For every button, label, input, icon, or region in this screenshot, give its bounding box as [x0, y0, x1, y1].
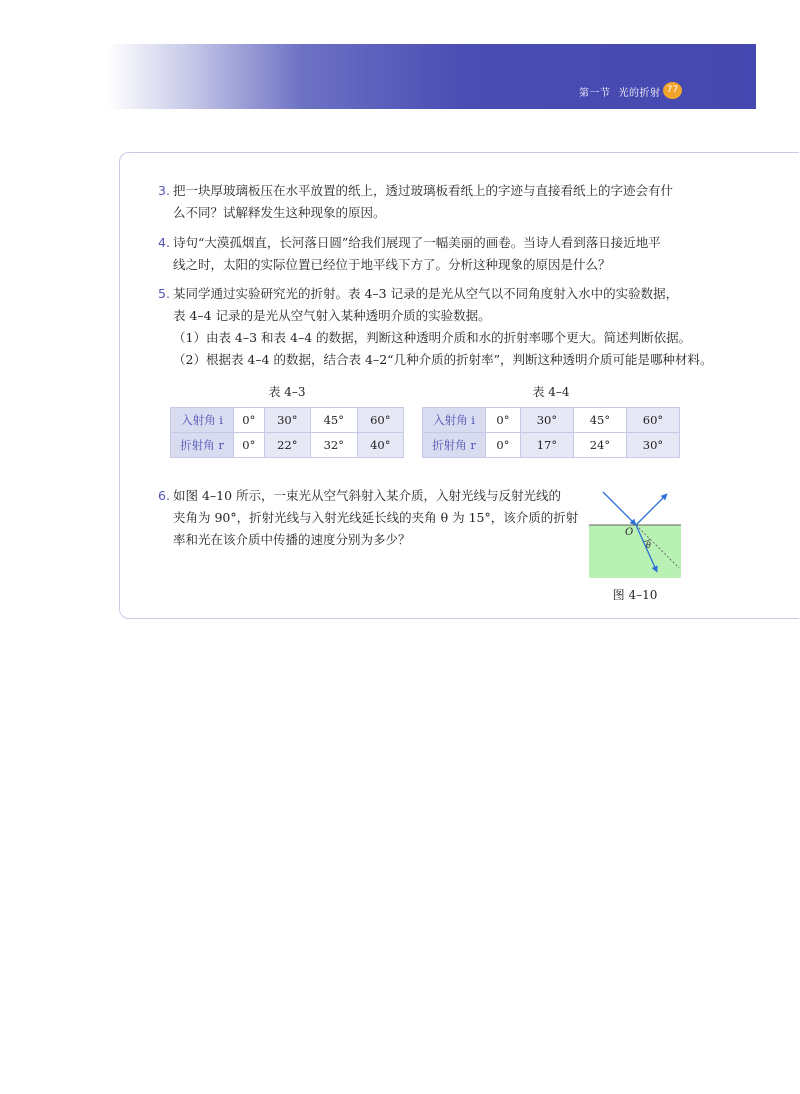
row-header: 入射角 i	[171, 408, 234, 433]
table-cell: 60°	[357, 408, 403, 433]
table-cell: 17°	[520, 433, 573, 458]
theta-label: θ	[646, 541, 651, 550]
question-3	[159, 180, 689, 224]
section-label: 第一节	[579, 88, 611, 99]
table-cell: 24°	[573, 433, 626, 458]
question-number: 3.	[158, 183, 170, 198]
table-cell: 0°	[486, 433, 521, 458]
table-cell: 40°	[357, 433, 403, 458]
question-line: 如图 4–10 所示，一束光从空气斜射入某介质，入射光线与反射光线的	[173, 488, 562, 503]
table-row	[423, 433, 680, 458]
question-subpart: （2）根据表 4–4 的数据，结合表 4–2“几种介质的折射率”，判断这种透明介质可能是哪种材料。	[173, 352, 713, 367]
question-subpart: （1）由表 4–3 和表 4–4 的数据，判断这种透明介质和水的折射率哪个更大。简述判断依据。	[173, 330, 692, 345]
question-line: 某同学通过实验研究光的折射。表 4–3 记录的是光从空气以不同角度射入水中的实验数据，	[173, 286, 679, 301]
question-line: 么不同？试解释发生这种现象的原因。	[173, 205, 386, 220]
question-line: 表 4–4 记录的是光从空气射入某种透明介质的实验数据。	[173, 308, 491, 323]
question-line: 率和光在该介质中传播的速度分别为多少？	[173, 532, 411, 547]
table-cell: 30°	[626, 433, 679, 458]
question-5	[158, 283, 713, 371]
section-title: 光的折射	[618, 88, 661, 99]
table-caption: 表 4–4	[532, 385, 570, 399]
question-line: 把一块厚玻璃板压在水平放置的纸上，透过玻璃板看纸上的字迹与直接看纸上的字迹会有什	[173, 183, 674, 198]
question-line: 诗句“大漠孤烟直，长河落日圆”给我们展现了一幅美丽的画卷。当诗人看到落日接近地平	[173, 235, 661, 250]
table-cell: 30°	[520, 408, 573, 433]
question-line: 夹角为 90°，折射光线与入射光线延长线的夹角 θ 为 15°，该介质的折射	[173, 510, 579, 525]
table-cell: 60°	[626, 408, 679, 433]
table-cell: 45°	[573, 408, 626, 433]
row-header: 折射角 r	[171, 433, 234, 458]
row-header: 入射角 i	[423, 408, 486, 433]
question-4	[159, 232, 689, 276]
question-number: 6.	[158, 488, 170, 503]
question-6	[159, 485, 579, 551]
figure-caption: 图 4–10	[612, 588, 658, 602]
table-cell: 30°	[264, 408, 310, 433]
question-number: 4.	[158, 235, 170, 250]
air-region	[589, 486, 681, 525]
question-line: 线之时，太阳的实际位置已经位于地平线下方了。分析这种现象的原因是什么？	[173, 257, 611, 272]
medium-region	[589, 525, 681, 578]
table-row	[171, 433, 404, 458]
point-o-label: O	[625, 527, 634, 538]
data-table-4-3	[170, 407, 404, 458]
table-cell: 32°	[311, 433, 357, 458]
refraction-diagram	[589, 486, 681, 578]
question-number: 5.	[158, 286, 170, 301]
table-cell: 45°	[311, 408, 357, 433]
page-number-badge: 77	[663, 82, 682, 99]
table-caption: 表 4–3	[268, 385, 306, 399]
header-band	[108, 44, 756, 109]
table-cell: 22°	[264, 433, 310, 458]
table-row	[171, 408, 404, 433]
table-cell: 0°	[234, 408, 265, 433]
row-header: 折射角 r	[423, 433, 486, 458]
table-cell: 0°	[234, 433, 265, 458]
data-table-4-4	[422, 407, 680, 458]
table-cell: 0°	[486, 408, 521, 433]
table-row	[423, 408, 680, 433]
running-header	[579, 84, 661, 99]
